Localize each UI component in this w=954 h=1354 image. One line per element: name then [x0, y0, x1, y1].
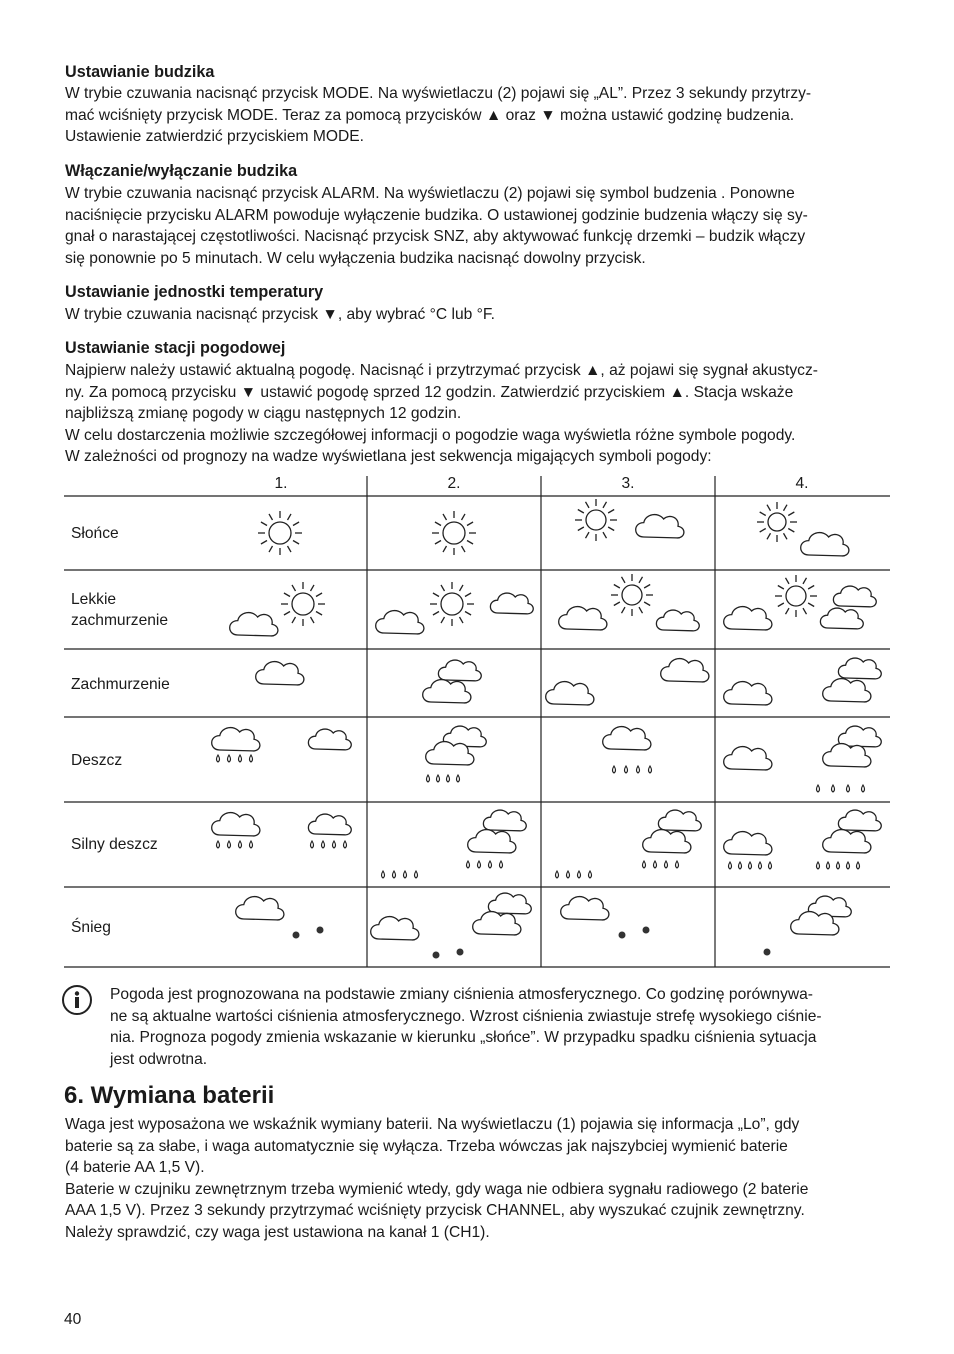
row-label-snow: Śnieg — [71, 919, 111, 936]
raindrop-icon — [578, 871, 581, 878]
sun-icon — [575, 499, 617, 541]
raindrop-icon — [847, 785, 850, 792]
snowflake-icon — [619, 932, 626, 939]
raindrop-icon — [239, 841, 242, 848]
raindrop-icon — [478, 861, 481, 868]
raindrop-icon — [344, 841, 347, 848]
raindrop-icon — [228, 841, 231, 848]
cloud-icon — [308, 729, 351, 750]
cloud-icon — [546, 682, 594, 705]
raindrop-icon — [739, 862, 742, 869]
raindrop-icon — [239, 755, 242, 762]
cloud-icon — [490, 593, 533, 614]
row-label-light-clouds: Lekkie zachmurzenie — [71, 591, 169, 629]
sun-icon — [757, 502, 797, 542]
raindrop-icon — [637, 766, 640, 773]
column-number: 1. — [274, 475, 288, 492]
cloud-icon — [212, 813, 260, 836]
raindrop-icon — [759, 862, 762, 869]
raindrop-icon — [447, 775, 450, 782]
raindrop-icon — [589, 871, 592, 878]
raindrop-icon — [817, 785, 820, 792]
cloud-icon — [724, 607, 772, 630]
raindrop-icon — [457, 775, 460, 782]
cloud-icon — [483, 810, 526, 831]
cloud-icon — [423, 680, 471, 703]
raindrop-icon — [415, 871, 418, 878]
raindrop-icon — [827, 862, 830, 869]
snowflake-icon — [433, 952, 440, 959]
cloud-icon — [212, 728, 260, 751]
raindrop-icon — [228, 755, 231, 762]
raindrop-icon — [769, 862, 772, 869]
raindrop-icon — [665, 861, 668, 868]
paragraph-battery: Waga jest wyposażona we wskaźnik wymiany baterii. Na wyświetlaczu (1) pojawia się informacja „Lo”, gdy baterie są za słabe, i waga automatycznie się wyłącza. Trzeba wówczas jak najszybciej wymienić baterie (4 baterie AA 1,5 V). Baterie w czujniku zewnętrznym trzeba wymienić wtedy, gdy waga nie odbiera sygnału radiowego (2 baterie AAA 1,5 V). Przez 3 sekundy przytrzymać wciśnięty przycisk CHANNEL, aby wyszukać czujnik zewnętrzny. Należy sprawdzić, czy waga jest ustawiona na kanał 1 (CH1). — [65, 1116, 809, 1241]
raindrop-icon — [322, 841, 325, 848]
paragraph-alarm-setting: W trybie czuwania nacisnąć przycisk MODE. Na wyświetlaczu (2) pojawi się „AL”. Przez 3 sekundy przytrzy- mać wciśnięty przycisk MODE. Teraz za pomocą przycisków ▲ oraz ▼ można ustawić godzinę budzenia. Ustawienie zatwierdzić przyciskiem MODE. — [65, 85, 812, 145]
weather-symbols-table — [64, 476, 890, 968]
cloud-icon — [376, 611, 424, 634]
raindrop-icon — [649, 766, 652, 773]
raindrop-icon — [311, 841, 314, 848]
heading-alarm-setting: Ustawianie budzika — [65, 63, 215, 81]
cloud-icon — [823, 679, 871, 702]
cloud-icon — [661, 659, 709, 682]
cloud-icon — [473, 912, 521, 935]
raindrop-icon — [217, 755, 220, 762]
raindrop-icon — [393, 871, 396, 878]
table-grid — [64, 476, 890, 967]
cloud-icon — [561, 897, 609, 920]
sun-icon — [432, 511, 476, 555]
cloud-icon — [724, 682, 772, 705]
cloud-icon — [656, 610, 699, 631]
page-number: 40 — [64, 1311, 82, 1328]
sun-icon — [258, 511, 302, 555]
cloud-icon — [230, 613, 278, 636]
cloud-icon — [256, 662, 304, 685]
raindrop-icon — [643, 861, 646, 868]
sun-icon — [611, 574, 653, 616]
cloud-icon — [603, 727, 651, 750]
sun-icon — [430, 582, 474, 626]
raindrop-icon — [862, 785, 865, 792]
raindrop-icon — [817, 862, 820, 869]
sun-icon — [775, 575, 817, 617]
sun-icon — [281, 582, 325, 626]
cloud-icon — [371, 917, 419, 940]
cloud-icon — [820, 608, 863, 629]
raindrop-icon — [857, 862, 860, 869]
raindrop-icon — [837, 862, 840, 869]
cloud-icon — [801, 533, 849, 556]
cloud-icon — [724, 747, 772, 770]
raindrop-icon — [676, 861, 679, 868]
raindrop-icon — [404, 871, 407, 878]
column-number: 2. — [447, 475, 461, 492]
cloud-icon — [559, 607, 607, 630]
snowflake-icon — [293, 932, 300, 939]
raindrop-icon — [382, 871, 385, 878]
column-number: 3. — [621, 475, 635, 492]
cloud-icon — [823, 830, 871, 853]
raindrop-icon — [250, 755, 253, 762]
row-label-sun: Słońce — [71, 525, 119, 542]
cloud-icon — [236, 897, 284, 920]
info-icon — [62, 985, 92, 1015]
raindrop-icon — [625, 766, 628, 773]
column-number: 4. — [795, 475, 809, 492]
cloud-icon — [838, 810, 881, 831]
cloud-icon — [658, 810, 701, 831]
paragraph-alarm-toggle: W trybie czuwania nacisnąć przycisk ALARM. Na wyświetlaczu (2) pojawi się symbol budzenia . Ponowne naciśnięcie przycisku ALARM powoduje wyłączenie budzika. O ustawionej godzinie budzenia włączy się sy- gnał o narastającej częstotliwości. Nacisnąć przycisk SNZ, aby aktywować funkcję drzemki – budzik włączy się ponownie po 5 minutach. W celu wyłączenia budzika nacisnąć dowolny przycisk. — [65, 185, 808, 267]
snowflake-icon — [317, 927, 324, 934]
raindrop-icon — [427, 775, 430, 782]
heading-temperature-unit: Ustawianie jednostki temperatury — [65, 283, 324, 301]
raindrop-icon — [489, 861, 492, 868]
heading-alarm-toggle: Włączanie/wyłączanie budzika — [65, 162, 298, 180]
heading-weather-station: Ustawianie stacji pogodowej — [65, 339, 286, 357]
raindrop-icon — [556, 871, 559, 878]
raindrop-icon — [217, 841, 220, 848]
row-label-cloudy: Zachmurzenie — [71, 676, 170, 693]
cloud-icon — [636, 515, 684, 538]
paragraph-temperature-unit: W trybie czuwania nacisnąć przycisk ▼, aby wybrać °C lub °F. — [65, 306, 496, 323]
raindrop-icon — [832, 785, 835, 792]
raindrop-icon — [567, 871, 570, 878]
raindrop-icon — [250, 841, 253, 848]
cloud-icon — [438, 660, 481, 681]
info-note: Pogoda jest prognozowana na podstawie zmiany ciśnienia atmosferycznego. Co godzinę porównywa- ne są aktualne wartości ciśnienia atmosferycznego. Wzrost ciśnienia zwiastuje strefę wysokiego ciśnie- nia. Prognoza pogody zmienia wskazanie w kierunku „słońce”. W przypadku spadku ciśnienia sytuacja jest odwrotna. — [110, 986, 822, 1068]
snowflake-icon — [764, 949, 771, 956]
raindrop-icon — [467, 861, 470, 868]
raindrop-icon — [500, 861, 503, 868]
cloud-icon — [833, 586, 876, 607]
section-title-battery: 6. Wymiana baterii — [64, 1082, 275, 1109]
cloud-icon — [468, 830, 516, 853]
paragraph-weather-station: Najpierw należy ustawić aktualną pogodę. Nacisnąć i przytrzymać przycisk ▲, aż pojawi się sygnał akustycz- ny. Za pomocą przycisku ▼ ustawić pogodę sprzed 12 godzin. Zatwierdzić przyciskiem ▲. Stacja wskaże najbliższą zmianę pogody w ciągu następnych 12 godzin. W celu dostarczenia możliwie szczegółowej informacji o pogodzie waga wyświetla różne symbole pogody. W zależności od prognozy na wadze wyświetlana jest sekwencja migających symboli pogody: — [65, 362, 818, 465]
cloud-icon — [308, 814, 351, 835]
raindrop-icon — [749, 862, 752, 869]
raindrop-icon — [654, 861, 657, 868]
raindrop-icon — [333, 841, 336, 848]
raindrop-icon — [729, 862, 732, 869]
raindrop-icon — [437, 775, 440, 782]
cloud-icon — [724, 832, 772, 855]
raindrop-icon — [613, 766, 616, 773]
row-label-heavy-rain: Silny deszcz — [71, 836, 158, 853]
row-label-rain: Deszcz — [71, 752, 123, 769]
snowflake-icon — [643, 927, 650, 934]
cloud-icon — [643, 830, 691, 853]
raindrop-icon — [847, 862, 850, 869]
snowflake-icon — [457, 949, 464, 956]
cloud-icon — [488, 893, 531, 914]
cloud-icon — [838, 658, 881, 679]
